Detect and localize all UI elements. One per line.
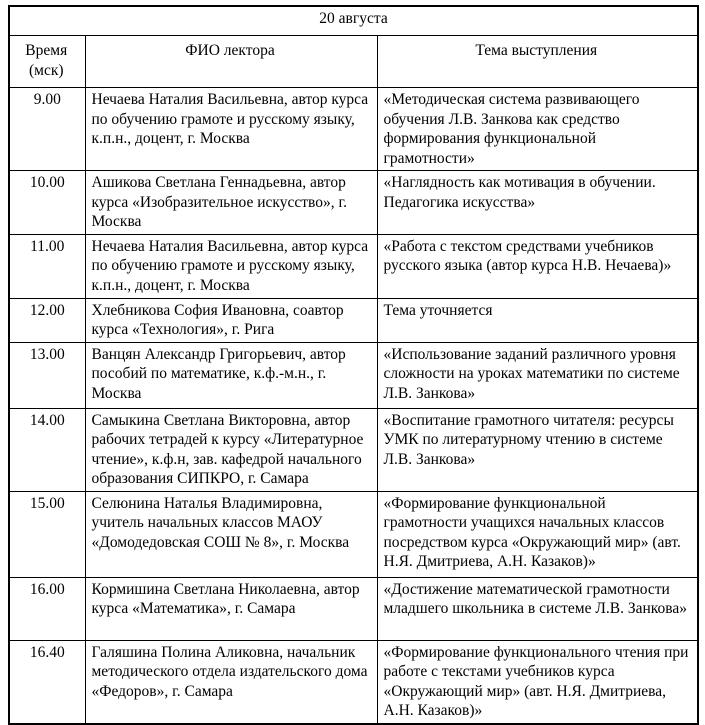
schedule-table bbox=[8, 5, 699, 725]
time-cell: 11.00 bbox=[9, 234, 85, 298]
column-header-topic: Тема выступления bbox=[377, 36, 698, 88]
topic-cell: Тема уточняется bbox=[377, 298, 698, 342]
topic-cell: «Формирование функционального чтения при работе с текстами учебников курса «Окружающий мир» (авт. Н.Я. Дмитриева, А.Н. Казаков)» bbox=[377, 640, 698, 724]
column-header-time: Время (мск) bbox=[9, 36, 85, 88]
lecturer-cell: Самыкина Светлана Викторовна, автор рабочих тетрадей к курсу «Литературное чтение», к.ф.н, зав. кафедрой начального образования СИПКРО, г. Самара bbox=[85, 408, 377, 491]
topic-cell: «Использование заданий различного уровня сложности на уроках математики по системе Л.В. Занкова» bbox=[377, 342, 698, 408]
time-cell: 9.00 bbox=[9, 88, 85, 171]
topic-cell: «Достижение математической грамотности младшего школьника в системе Л.В. Занкова» bbox=[377, 577, 698, 640]
time-cell: 15.00 bbox=[9, 491, 85, 577]
time-cell: 16.00 bbox=[9, 577, 85, 640]
topic-cell: «Воспитание грамотного читателя: ресурсы УМК по литературному чтению в системе Л.В. Занкова» bbox=[377, 408, 698, 491]
lecturer-cell: Ашикова Светлана Геннадьевна, автор курса «Изобразительное искусство», г. Москва bbox=[85, 171, 377, 235]
column-header-row bbox=[9, 36, 698, 88]
topic-cell: «Формирование функциональной грамотности учащихся начальных классов посредством курса «Окружающий мир» (авт. Н.Я. Дмитриева, А.Н. Казаков)» bbox=[377, 491, 698, 577]
time-cell: 14.00 bbox=[9, 408, 85, 491]
table-row bbox=[9, 88, 698, 171]
lecturer-cell: Ванцян Александр Григорьевич, автор пособий по математике, к.ф.-м.н., г. Москва bbox=[85, 342, 377, 408]
time-cell: 12.00 bbox=[9, 298, 85, 342]
lecturer-cell: Хлебникова София Ивановна, соавтор курса «Технология», г. Рига bbox=[85, 298, 377, 342]
lecturer-cell: Кормишина Светлана Николаевна, автор курса «Математика», г. Самара bbox=[85, 577, 377, 640]
lecturer-cell: Галяшина Полина Аликовна, начальник методического отдела издательского дома «Федоров», г. Самара bbox=[85, 640, 377, 724]
lecturer-cell: Нечаева Наталия Васильевна, автор курса по обучению грамоте и русскому языку, к.п.н., доцент, г. Москва bbox=[85, 88, 377, 171]
time-cell: 10.00 bbox=[9, 171, 85, 235]
topic-cell: «Работа с текстом средствами учебников русского языка (автор курса Н.В. Нечаева)» bbox=[377, 234, 698, 298]
lecturer-cell: Нечаева Наталия Васильевна, автор курса по обучению грамоте и русскому языку, к.п.н., доцент, г. Москва bbox=[85, 234, 377, 298]
table-row bbox=[9, 491, 698, 577]
table-row bbox=[9, 234, 698, 298]
table-row bbox=[9, 640, 698, 724]
time-cell: 16.40 bbox=[9, 640, 85, 724]
time-cell: 13.00 bbox=[9, 342, 85, 408]
date-header: 20 августа bbox=[9, 6, 698, 36]
date-header-row bbox=[9, 6, 698, 36]
table-row bbox=[9, 298, 698, 342]
column-header-lecturer: ФИО лектора bbox=[85, 36, 377, 88]
table-row bbox=[9, 577, 698, 640]
table-row bbox=[9, 408, 698, 491]
table-row bbox=[9, 171, 698, 235]
schedule-table-body bbox=[9, 88, 698, 724]
topic-cell: «Методическая система развивающего обучения Л.В. Занкова как средство формирования функциональной грамотности» bbox=[377, 88, 698, 171]
topic-cell: «Наглядность как мотивация в обучении. Педагогика искусства» bbox=[377, 171, 698, 235]
table-row bbox=[9, 342, 698, 408]
lecturer-cell: Селюнина Наталья Владимировна, учитель начальных классов МАОУ «Домодедовская СОШ № 8», г. Москва bbox=[85, 491, 377, 577]
